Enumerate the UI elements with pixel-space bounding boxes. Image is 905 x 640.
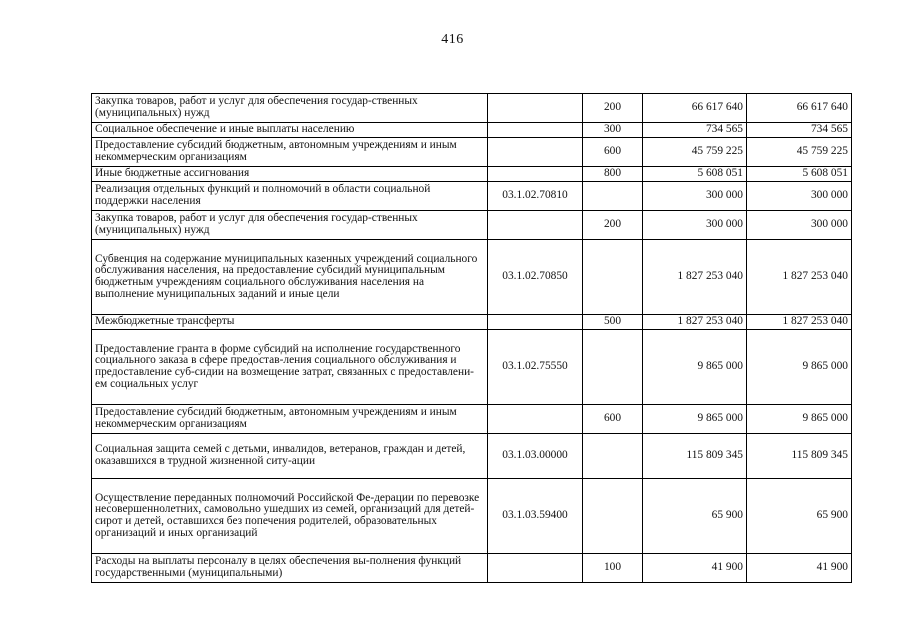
row-name: Закупка товаров, работ и услуг для обеспечения государ-ственных (муниципальных) нужд <box>92 211 488 240</box>
row-name: Социальное обеспечение и иные выплаты населению <box>92 123 488 138</box>
row-sum-2: 45 759 225 <box>747 138 852 167</box>
budget-table <box>91 93 852 583</box>
row-code: 03.1.02.70850 <box>488 240 583 315</box>
table-row <box>92 479 852 554</box>
table-row <box>92 94 852 123</box>
row-sum-1: 1 827 253 040 <box>643 315 747 330</box>
row-expense-type: 600 <box>583 138 643 167</box>
row-sum-1: 734 565 <box>643 123 747 138</box>
row-sum-2: 300 000 <box>747 211 852 240</box>
row-name: Социальная защита семей с детьми, инвалидов, ветеранов, граждан и детей, оказавшихся в трудной жизненной ситу-ации <box>92 434 488 479</box>
row-code: 03.1.03.00000 <box>488 434 583 479</box>
row-sum-2: 1 827 253 040 <box>747 315 852 330</box>
table-row <box>92 240 852 315</box>
row-name: Осуществление переданных полномочий Российской Фе-дерации по перевозке несовершеннолетних, самовольно ушедших из семей, организаций для детей-сирот и детей, оставшихся без попечения родителей, образовательных организаций и иных организаций <box>92 479 488 554</box>
row-expense-type: 100 <box>583 554 643 583</box>
row-name: Субвенция на содержание муниципальных казенных учреждений социального обслуживания населения, на предоставление субсидий муниципальным бюджетным учреждениям социального обслуживания населения на выполнение муниципальных заданий и иные цели <box>92 240 488 315</box>
row-sum-2: 9 865 000 <box>747 405 852 434</box>
table-row <box>92 167 852 182</box>
row-code <box>488 123 583 138</box>
row-code <box>488 94 583 123</box>
page-number: 416 <box>441 32 464 47</box>
row-code: 03.1.02.75550 <box>488 330 583 405</box>
row-expense-type <box>583 434 643 479</box>
row-sum-1: 66 617 640 <box>643 94 747 123</box>
row-sum-1: 65 900 <box>643 479 747 554</box>
row-expense-type: 200 <box>583 94 643 123</box>
row-sum-1: 9 865 000 <box>643 330 747 405</box>
table-row <box>92 138 852 167</box>
row-sum-1: 45 759 225 <box>643 138 747 167</box>
table-row <box>92 123 852 138</box>
row-sum-2: 300 000 <box>747 182 852 211</box>
row-name: Иные бюджетные ассигнования <box>92 167 488 182</box>
table-row <box>92 405 852 434</box>
row-expense-type <box>583 479 643 554</box>
row-code <box>488 211 583 240</box>
row-code <box>488 405 583 434</box>
row-name: Закупка товаров, работ и услуг для обеспечения государ-ственных (муниципальных) нужд <box>92 94 488 123</box>
row-name: Межбюджетные трансферты <box>92 315 488 330</box>
table-row <box>92 330 852 405</box>
row-code <box>488 315 583 330</box>
row-name: Предоставление субсидий бюджетным, автономным учреждениям и иным некоммерческим организациям <box>92 138 488 167</box>
table-row <box>92 554 852 583</box>
row-expense-type: 600 <box>583 405 643 434</box>
row-sum-2: 115 809 345 <box>747 434 852 479</box>
row-sum-1: 9 865 000 <box>643 405 747 434</box>
row-code: 03.1.03.59400 <box>488 479 583 554</box>
row-name: Предоставление гранта в форме субсидий на исполнение государственного социального заказа в сфере предостав-ления социального обслуживания и предоставление суб-сидии на возмещение затрат, связанных с предоставлени-ем социальных услуг <box>92 330 488 405</box>
row-sum-2: 5 608 051 <box>747 167 852 182</box>
row-expense-type <box>583 240 643 315</box>
row-code <box>488 138 583 167</box>
row-expense-type: 200 <box>583 211 643 240</box>
row-sum-1: 5 608 051 <box>643 167 747 182</box>
table-row <box>92 315 852 330</box>
row-sum-2: 1 827 253 040 <box>747 240 852 315</box>
row-sum-1: 41 900 <box>643 554 747 583</box>
row-sum-1: 300 000 <box>643 211 747 240</box>
row-code <box>488 554 583 583</box>
row-sum-1: 300 000 <box>643 182 747 211</box>
row-sum-2: 9 865 000 <box>747 330 852 405</box>
row-sum-2: 65 900 <box>747 479 852 554</box>
row-expense-type: 800 <box>583 167 643 182</box>
row-name: Расходы на выплаты персоналу в целях обеспечения вы-полнения функций государственными (муниципальными) <box>92 554 488 583</box>
table-row <box>92 211 852 240</box>
table-row <box>92 182 852 211</box>
row-sum-2: 66 617 640 <box>747 94 852 123</box>
row-name: Реализация отдельных функций и полномочий в области социальной поддержки населения <box>92 182 488 211</box>
row-expense-type <box>583 182 643 211</box>
row-code <box>488 167 583 182</box>
row-name: Предоставление субсидий бюджетным, автономным учреждениям и иным некоммерческим организациям <box>92 405 488 434</box>
row-sum-2: 734 565 <box>747 123 852 138</box>
table-row <box>92 434 852 479</box>
row-sum-2: 41 900 <box>747 554 852 583</box>
row-code: 03.1.02.70810 <box>488 182 583 211</box>
row-sum-1: 1 827 253 040 <box>643 240 747 315</box>
row-expense-type <box>583 330 643 405</box>
row-sum-1: 115 809 345 <box>643 434 747 479</box>
row-expense-type: 500 <box>583 315 643 330</box>
row-expense-type: 300 <box>583 123 643 138</box>
